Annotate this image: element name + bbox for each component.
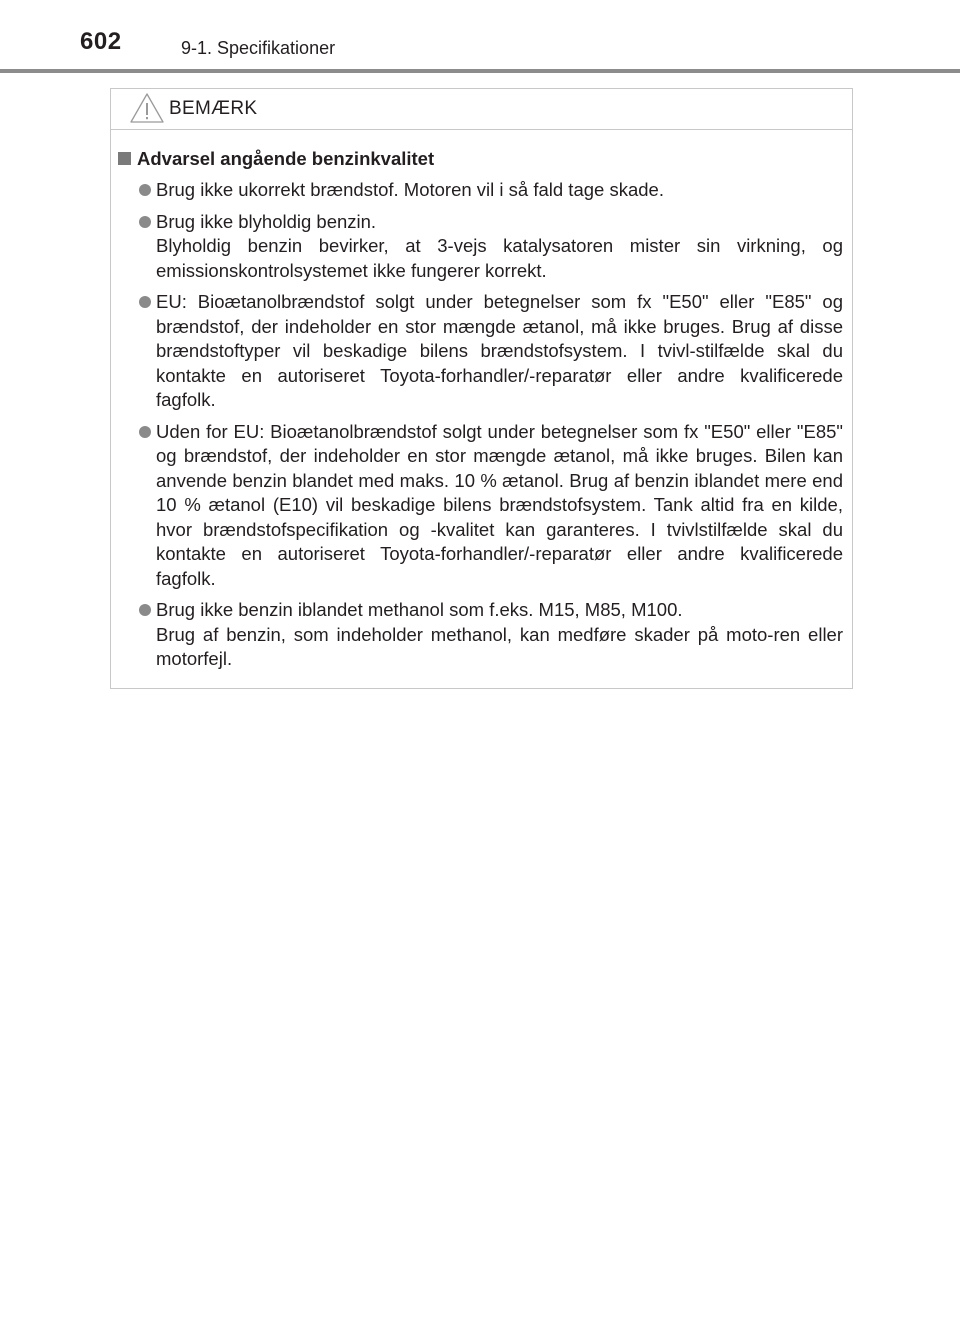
round-bullet-icon — [139, 604, 151, 616]
list-item-text: Uden for EU: Bioætanolbrændstof solgt under betegnelser som fx "E50" eller "E85" og brændstof, der indeholder en stor mængde ætanol, må ikke bruges. Bilen kan anvende benzin blandet med maks. 10 % ætanol. Brug af benzin iblandet mere end 10 % ætanol (E10) vil beskadige bilens brændstofsystem. Tank altid fra en kilde, hvor brændstofspecifikation og -kvalitet kan garanteres. I tvivlstilfælde skal du kontakte en autoriseret Toyota-forhandler/-reparatør eller andre kvalificerede fagfolk. — [156, 420, 843, 589]
list-item — [111, 598, 852, 672]
round-bullet-icon — [139, 216, 151, 228]
notice-list — [111, 178, 852, 672]
list-item-text: Brug ikke benzin iblandet methanol som f.eks. M15, M85, M100. — [156, 599, 683, 620]
notice-header — [111, 89, 852, 130]
list-item — [111, 290, 852, 413]
topic-heading — [111, 147, 852, 171]
list-item — [111, 420, 852, 592]
list-item — [111, 178, 852, 203]
notice-box — [110, 88, 853, 689]
warning-triangle-icon — [129, 92, 165, 124]
page-header — [0, 0, 960, 74]
round-bullet-icon — [139, 296, 151, 308]
notice-body — [111, 147, 852, 672]
square-bullet-icon — [118, 152, 131, 165]
list-item-text: Brug ikke ukorrekt brændstof. Motoren vil i så fald tage skade. — [156, 179, 664, 200]
list-item — [111, 210, 852, 284]
list-item-text: Brug ikke blyholdig benzin. — [156, 210, 377, 232]
list-item-text: Blyholdig benzin bevirker, at 3-vejs katalysatoren mister sin virkning, og emissionskontrolsystemet ikke fungerer korrekt. — [156, 235, 843, 281]
round-bullet-icon — [139, 184, 151, 196]
round-bullet-icon — [139, 426, 151, 438]
notice-label: BEMÆRK — [169, 98, 258, 119]
page-number: 602 — [80, 28, 122, 55]
topic-heading-text: Advarsel angående benzinkvalitet — [137, 148, 435, 169]
section-title: 9-1. Specifikationer — [181, 38, 336, 58]
list-item-text: Brug af benzin, som indeholder methanol, kan medføre skader på moto-ren eller motorfejl. — [156, 623, 843, 669]
list-item-text: EU: Bioætanolbrændstof solgt under betegnelser som fx "E50" eller "E85" og brændstof, der indeholder en stor mængde ætanol, må ikke bruges. Brug af disse brændstoftyper vil beskadige bilens brændstofsystem. I tvivl-stilfælde skal du kontakte en autoriseret Toyota-forhandler/-reparatør eller andre kvalificerede fagfolk. — [156, 291, 843, 410]
header-rule — [0, 69, 960, 73]
